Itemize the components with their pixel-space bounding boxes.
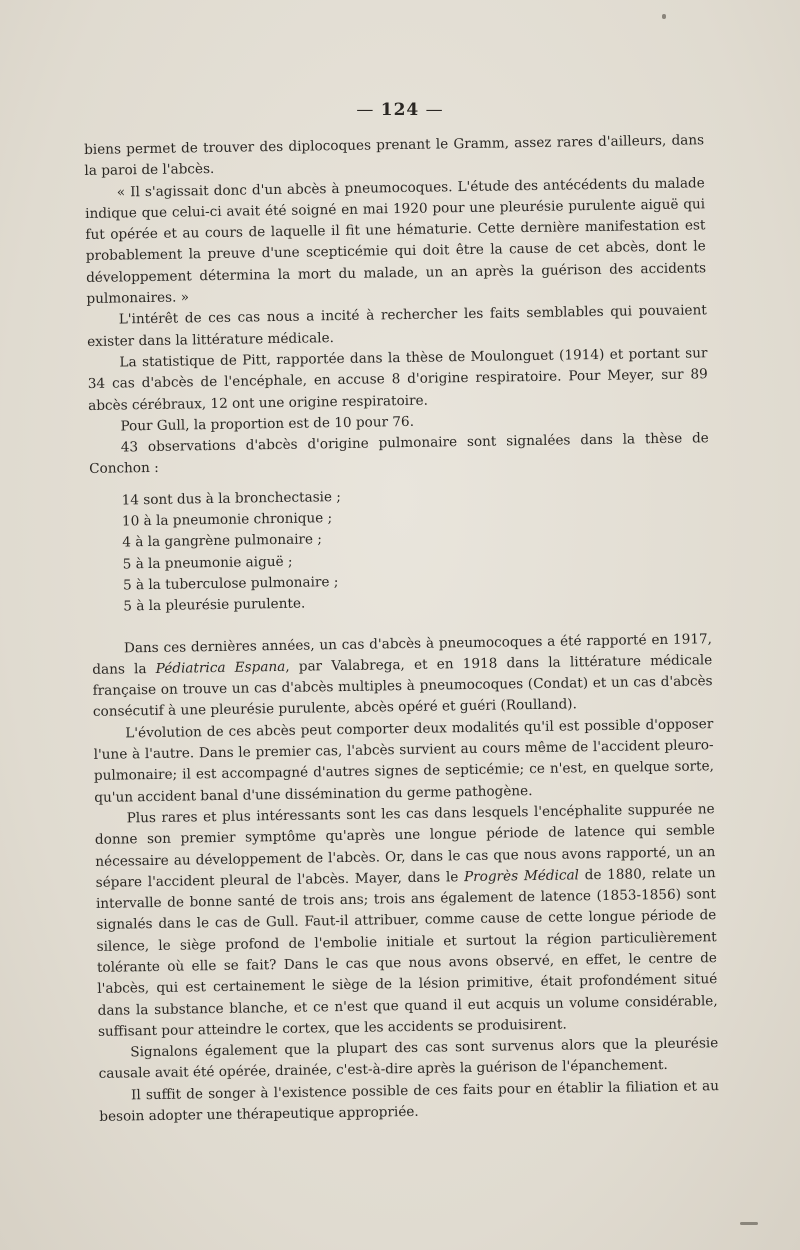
paragraph-10: Signalons également que la plupart des cas sont survenus alors que la pleurésie causale avait été opérée, drainée, c'est-à-dire après la guérison de l'épanchement.: [98, 1035, 719, 1083]
paragraph-11: Il suffit de songer à l'existence possible de ces faits pour en établir la filiation et au besoin adopter une thérapeutique appropriée.: [99, 1077, 720, 1125]
journal-title: Progrès Médical: [463, 867, 580, 885]
dash-left: —: [356, 100, 375, 120]
paragraph-5: Pour Gull, la proportion est de 10 pour 76.: [120, 413, 415, 435]
paragraph-9-text-b: de 1880, relate un intervalle de bonne santé de trois ans; trois ans également de latence (1853-1856) sont signalés dans le cas de Gull. Faut-il attribuer, comme cause de cette longue période de silence, le siège profond de l'embolie initiale et surtout la région particulièrement tolérante où elle se fait? Dans le cas que nous avons observé, en effet, le centre de l'abcès, qui est certainement le siège de la lésion primitive, était profondément situé dans la substance blanche, et ce n'est que quand il eut acquis un volume considérable, suffisant pour atteindre le cortex, que les accidents se produisirent.: [95, 864, 718, 1040]
dash-right: —: [425, 100, 444, 120]
ink-speck: [740, 1222, 758, 1225]
body-text: [84, 130, 719, 1128]
paragraph-3: L'intérêt de ces cas nous a incité à rechercher les faits semblables qui pouvaient exister dans la littérature médicale.: [87, 302, 707, 350]
paragraph-6: 43 observations d'abcès d'origine pulmonaire sont signalées dans la thèse de Conchon :: [89, 430, 709, 478]
paragraph-1: biens permet de trouver des diplocoques prenant le Gramm, assez rares d'ailleurs, dans la paroi de l'abcès.: [84, 132, 705, 180]
paragraph-8: L'évolution de ces abcès peut comporter deux modalités qu'il est possible d'opposer l'une à l'autre. Dans le premier cas, l'abcès survient au cours même de l'accident pleuro-pulmonaire; il est accompagné d'autres signes de septicémie; ce n'est, en quelque sorte, qu'un accident banal d'une dissémination du germe pathogène.: [93, 715, 715, 806]
paragraph-7-text-b: , par Valabrega, et en 1918 dans la littérature médicale française on trouve un cas d'abcès multiples à pneumocoques (Condat) et un cas d'abcès consécutif à une pleurésie purulente, abcès opéré et guéri (Roulland).: [92, 652, 713, 721]
ink-speck: [662, 14, 666, 19]
list-item: 5 à la tuberculose pulmonaire ;: [122, 573, 339, 594]
paragraph-7: [92, 629, 713, 724]
paragraph-2: « Il s'agissait donc d'un abcès à pneumocoques. L'étude des antécédents du malade indique que celui-ci avait été soigné en mai 1920 pour une pleurésie purulente aiguë qui fut opérée et au cours de laquelle il fit une hématurie. Cette dernière manifestation est probablement la preuve d'une scepticémie qui doit être la cause de cet abcès, dont le développement détermina la mort du malade, un an après la guérison des accidents pulmonaires. »: [85, 174, 707, 308]
paragraph-9-text-a: Plus rares et plus intéressants sont les cas dans lesquels l'encéphalite suppurée ne donne son premier symptôme qu'après une longue période de latence qui semble nécessaire au développement de l'abcès. Or, dans le cas que nous avons rapporté, un an sépare l'accident pleural de l'abcès. Mayer, dans le: [94, 801, 716, 891]
list-item: 4 à la gangrène pulmonaire ;: [122, 531, 323, 551]
page-number: [0, 100, 800, 120]
paragraph-4: La statistique de Pitt, rapportée dans la thèse de Moulonguet (1914) et portant sur 34 cas d'abcès de l'encéphale, en accuse 8 d'origine respiratoire. Pour Meyer, sur 89 abcès cérébraux, 12 ont une origine respiratoire.: [87, 345, 708, 414]
origin-list: [122, 481, 712, 618]
list-item: 5 à la pleurésie purulente.: [123, 595, 306, 615]
list-item: 10 à la pneumonie chronique ;: [121, 510, 333, 530]
journal-title: Pédiatrica Espana: [155, 658, 286, 677]
page-number-value: 124: [380, 100, 420, 120]
list-item: 5 à la pneumonie aiguë ;: [122, 553, 293, 573]
paragraph-7-text-a: Dans ces dernières années, un cas d'abcès à pneumocoques a été rapporté en 1917, dans la: [92, 630, 713, 678]
paragraph-9: [95, 799, 719, 1043]
list-item: 14 sont dus à la bronchectasie ;: [121, 488, 342, 509]
